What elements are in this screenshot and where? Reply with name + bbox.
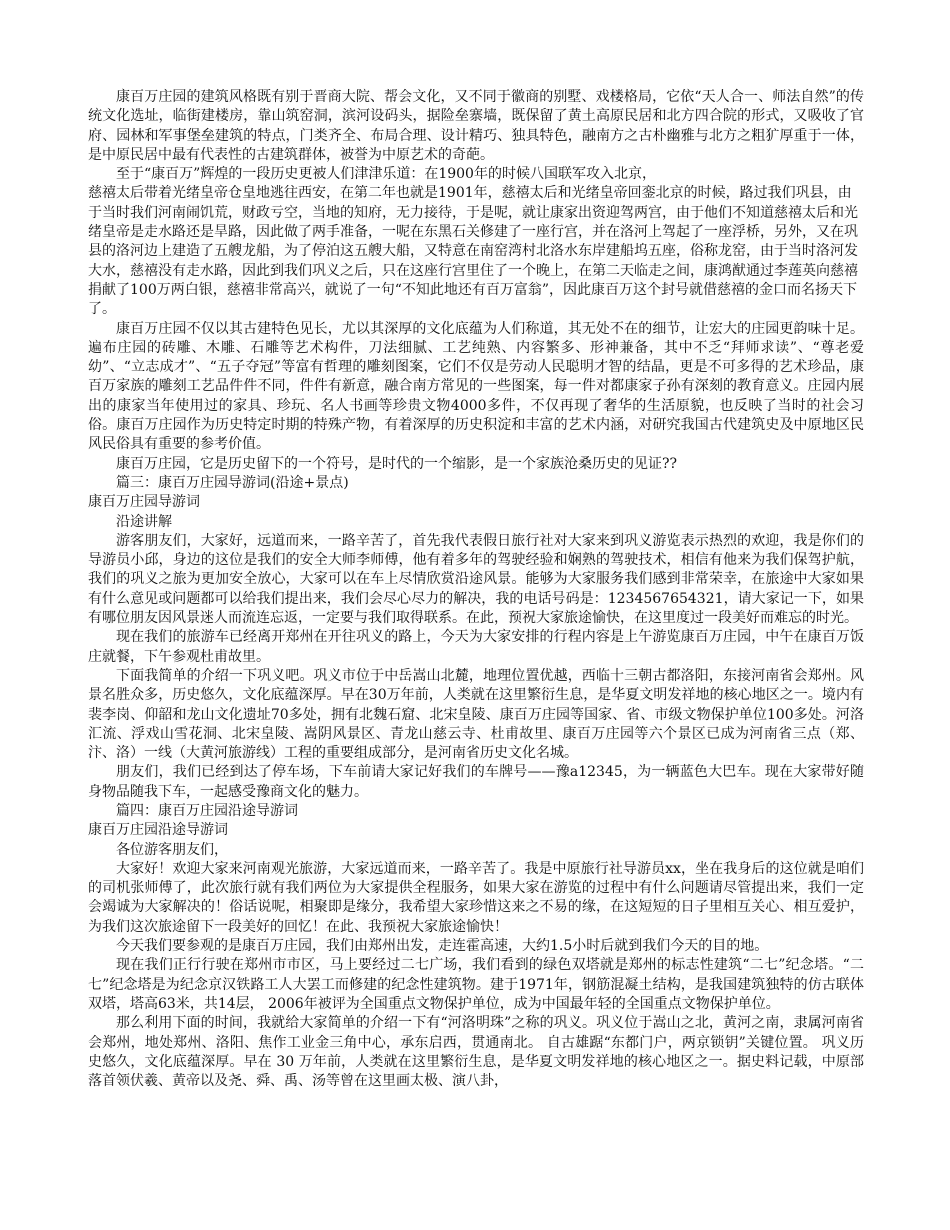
paragraph-cixi-history-intro: 至于“康百万”辉煌的一段历史更被人们津津乐道：在1900年的时候八国联军攻入北京， (116, 166, 656, 183)
section-title-route-guide: 康百万庄园沿途导游词 (88, 822, 228, 839)
paragraph-gongyi-history: 那么利用下面的时间，我就给大家简单的介绍一下有“河洛明珠”之称的巩义。巩义位于嵩山之北，黄河之南，隶属河南省会郑州，地处郑州、洛阳、焦作工业金三角中心，承东启西，贯通南北。 自古雄踞“东都门户，两京锁钥”关键位置。 巩义历史悠久，文化底蕴深厚。早在 30 万年前，人类就在这里繁衍生息，是华夏文明发祥地的核心地区之一。据史料记载，中原部落首领伏羲、黄帝以及尧、舜、禹、汤等曾在这里画太极、演八卦， (88, 1015, 864, 1090)
section-title-tour-guide: 康百万庄园导游词 (88, 494, 200, 511)
paragraph-erqi-tower: 现在我们正行行驶在郑州市市区，马上要经过二七广场，我们看到的绿色双塔就是郑州的标志性建筑“二七”纪念塔。“二七”纪念塔是为纪念京汉铁路工人大罢工而修建的纪念性建筑物。建于1971年，钢筋混凝土结构，是我国建筑独特的仿古联体双塔，塔高63米，共14层， 2006年被评为全国重点文物保护单位，成为中国最年轻的全国重点文物保护单位。 (88, 957, 864, 1012)
paragraph-greeting: 大家好！欢迎大家来河南观光旅游，大家远道而来，一路辛苦了。我是中原旅行社导游员xx，坐在我身后的这位就是咱们的司机张师傅了，此次旅行就有我们两位为大家提供全程服务，如果大家在游览的过程中有什么问题请尽管提出来，我们一定会竭诚为大家解决的！俗话说呢，相聚即是缘分，我希望大家珍惜这来之不易的缘，在这短短的日子里相互关心、相互爱护，为我们这次旅途留下一段美好的回忆！在此、我预祝大家旅途愉快！ (88, 860, 864, 935)
paragraph-itinerary: 现在我们的旅游车已经离开郑州在开往巩义的路上，今天为大家安排的行程内容是上午游览康百万庄园，中午在康百万饭庄就餐，下午参观杜甫故里。 (88, 629, 864, 665)
paragraph-welcome: 游客朋友们，大家好，远道而来，一路辛苦了，首先我代表假日旅行社对大家来到巩义游览表示热烈的欢迎，我是你们的导游员小邱，身边的这位是我们的安全大师李师傅，他有着多年的驾驶经验和娴熟的驾驶技术，相信有他来为我们保驾护航，我们的巩义之旅为更加安全放心，大家可以在车上尽情欣赏沿途风景。能够为大家服务我们感到非常荣幸，在旅途中大家如果有什么意见或问题都可以给我们提出来，我们会尽心尽力的解决，我的电话号码是：1234567654321，请大家记一下，如果有哪位朋友因风景迷人而流连忘返，一定要与我们取得联系。在此，预祝大家旅途愉快，在这里度过一段美好而难忘的时光。 (88, 532, 864, 627)
paragraph-cixi-history: 慈禧太后带着光绪皇帝仓皇地逃往西安，在第二年也就是1901年，慈禧太后和光绪皇帝回銮北京的时候，路过我们巩县，由于当时我们河南闹饥荒，财政亏空，当地的知府，无力接待，于是呢，就让康家出资迎驾两宫，由于他们不知道慈禧太后和光绪皇帝是走水路还是旱路，因此做了两手准备，一呢在东黑石关修建了一座行宫，并在洛河上驾起了一座浮桥，另外，又在巩县的洛河边上建造了五艘龙船，为了停泊这五艘大船，又特意在南窑湾村北洛水东岸建船坞五座，俗称龙窑，由于当时洛河发大水，慈禧没有走水路，因此到我们巩义之后，只在这座行宫里住了一个晚上，在第二天临走之间，康鸿猷通过李莲英向慈禧捐献了100万两白银，慈禧非常高兴，就说了一句“不知此地还有百万富翁”，因此康百万这个封号就借慈禧的金口而名扬天下了。 (88, 185, 858, 318)
paragraph-parking-arrival: 朋友们，我们已经到达了停车场，下车前请大家记好我们的车牌号——豫a12345，为一辆蓝色大巴车。现在大家带好随身物品随我下车，一起感受豫商文化的魅力。 (88, 764, 864, 800)
paragraph-gongyi-intro: 下面我简单的介绍一下巩义吧。巩义市位于中岳嵩山北麓，地理位置优越，西临十三朝古都洛阳，东接河南省会郑州。风景名胜众多，历史悠久，文化底蕴深厚。早在30万年前，人类就在这里繁衍生息，是华夏文明发祥地的核心地区之一。境内有裴李岗、仰韶和龙山文化遗址70多处，拥有北魏石窟、北宋皇陵、康百万庄园等国家、省、市级文物保护单位100多处。河洛汇流、浮戏山雪花洞、北宋皇陵、嵩阴风景区、青龙山慈云寺、杜甫故里、康百万庄园等六个景区已成为河南省三点（郑、汴、洛）一线（大黄河旅游线）工程的重要组成部分，是河南省历史文化名城。 (88, 667, 864, 762)
section-heading-part4: 篇四：康百万庄园沿途导游词 (116, 802, 298, 819)
paragraph-architecture-style: 康百万庄园的建筑风格既有别于晋商大院、帮会文化，又不同于徽商的别墅、戏楼格局，它依“天人合一、师法自然”的传统文化选址，临街建楼房，靠山筑窑洞，滨河设码头，据险垒寨墙，既保留了黄土高原民居和北方四合院的形式，又吸收了官府、园林和军事堡垒建筑的特点，门类齐全、布局合理、设计精巧、独具特色，融南方之古朴幽雅与北方之粗犷厚重于一体，是中原民居中最有代表性的古建筑群体，被誉为中原艺术的奇葩。 (88, 89, 864, 163)
paragraph-cultural-heritage: 康百万庄园不仅以其古建特色见长，尤以其深厚的文化底蕴为人们称道，其无处不在的细节，让宏大的庄园更韵味十足。遍布庄园的砖雕、木雕、石雕等艺术构件，刀法细腻、工艺纯熟、内容繁多、形神兼备，其中不乏“拜师求读”、“尊老爱幼”、“立志成才”、“五子夺冠”等富有哲理的雕刻图案，它们不仅是劳动人民聪明才智的结晶，更是不可多得的艺术珍品，康百万家族的雕刻工艺品件件不同，件件有新意，融合南方常见的一些图案，每一件对都康家子孙有深刻的教育意义。庄园内展出的康家当年使用过的家具、珍玩、名人书画等珍贵文物4000多件，不仅再现了奢华的生活原貌，也反映了当时的社会习俗。康百万庄园作为历史特定时期的特殊产物，有着深厚的历史积淀和丰富的艺术内涵，对研究我国古代建筑史及中原地区民风民俗具有重要的参考价值。 (88, 320, 864, 453)
greeting-line: 各位游客朋友们， (116, 841, 228, 858)
paragraph-historical-symbol: 康百万庄园，它是历史留下的一个符号，是时代的一个缩影，是一个家族沧桑历史的见证?? (116, 455, 678, 472)
subheading-route-commentary: 沿途讲解 (116, 513, 172, 530)
section-heading-part3: 篇三：康百万庄园导游词(沿途+景点) (116, 474, 349, 491)
paragraph-route-plan: 今天我们要参观的是康百万庄园，我们由郑州出发，走连霍高速，大约1.5小时后就到我们今天的目的地。 (116, 938, 769, 955)
